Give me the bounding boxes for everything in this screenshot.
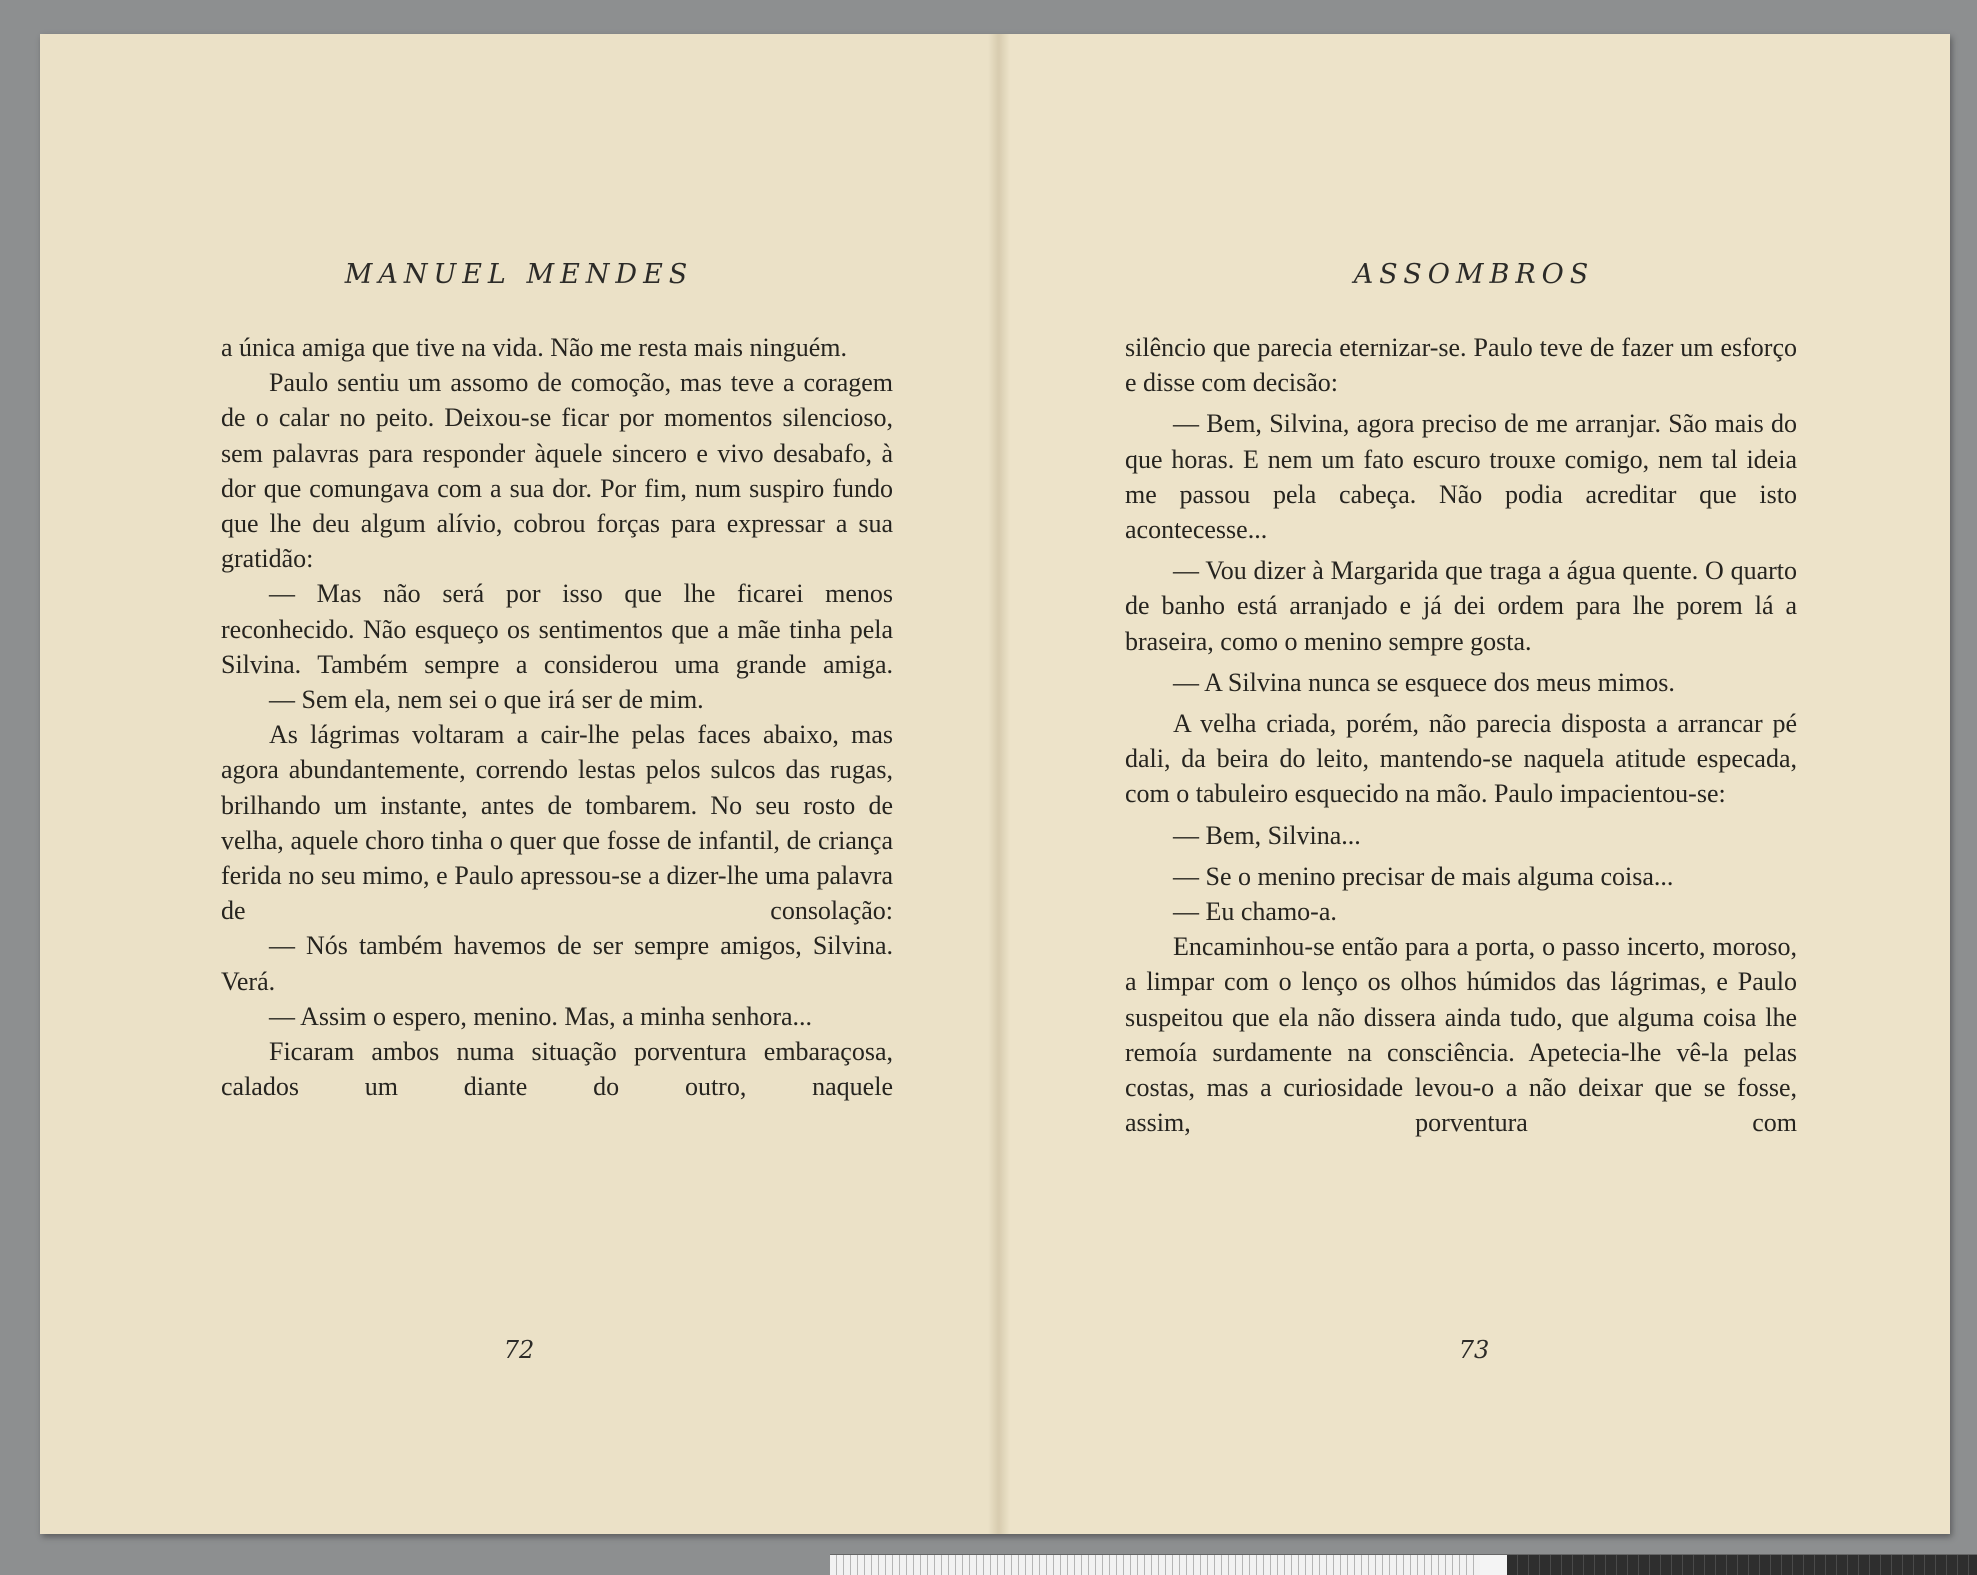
paragraph: Encaminhou-se então para a porta, o passo incerto, moroso, a limpar com o lenço os olhos húmidos das lágrimas, e Paulo suspeitou que ela não dissera ainda tudo, que alguma coisa lhe remoía surdamente na consciência. Apetecia-lhe vê-la pelas costas, mas a curiosidade levou-o a não deixar que se fosse, assim, porventura com — [1125, 932, 1797, 1138]
paragraph: — Assim o espero, menino. Mas, a minha senhora... — [269, 1001, 813, 1031]
paragraph: — Vou dizer à Margarida que traga a água quente. O quarto de banho está arranjado e já dei ordem para lhe porem lá a braseira, como o menino sempre gosta. — [1125, 556, 1797, 656]
paragraph: a única amiga que tive na vida. Não me resta mais ninguém. — [221, 333, 847, 362]
paragraph: — Nós também havemos de ser sempre amigos, Silvina. Verá. — [221, 931, 893, 996]
paragraph: As lágrimas voltaram a cair-lhe pelas faces abaixo, mas agora abundantemente, correndo lestas pelos sulcos das rugas, brilhando um instante, antes de tombarem. No seu rosto de velha, aquele choro tinha o quer que fosse de infantil, de criança ferida no seu mimo, e Paulo apressou-se a dizer-lhe uma palavra de consolação: — [221, 720, 893, 926]
running-head-title: ASSOMBROS — [1353, 259, 1595, 290]
page-number-left: 72 — [503, 1336, 535, 1364]
paragraph: — Bem, Silvina, agora preciso de me arranjar. São mais do que horas. E nem um fato escuro trouxe comigo, nem tal ideia me passou pela cabeça. Não podia acreditar que isto acontecesse... — [1125, 409, 1797, 545]
left-page-text — [221, 330, 893, 1104]
paragraph: — Se o menino precisar de mais alguma coisa... — [1173, 861, 1674, 891]
paragraph: silêncio que parecia eternizar-se. Paulo teve de fazer um esforço e disse com decisão: — [1125, 333, 1797, 398]
right-page-text — [1125, 330, 1797, 1140]
paragraph: — Eu chamo-a. — [1173, 897, 1337, 927]
paragraph: A velha criada, porém, não parecia disposta a arrancar pé dali, da beira do leito, mantendo-se naquela atitude especada, com o tabuleiro esquecido na mão. Paulo impacientou-se: — [1125, 709, 1797, 809]
paragraph: — Mas não será por isso que lhe ficarei menos reconhecido. Não esqueço os sentimentos que a mãe tinha pela Silvina. Também sempre a considerou uma grande amiga. — [221, 579, 893, 679]
running-head-author: MANUEL MENDES — [344, 259, 694, 290]
book-gutter — [988, 34, 1010, 1534]
paragraph: Ficaram ambos numa situação porventura embaraçosa, calados um diante do outro, naquele — [221, 1037, 893, 1102]
page-number-right: 73 — [1458, 1336, 1490, 1364]
color-calibration-scale — [830, 1554, 1977, 1575]
paragraph: — Sem ela, nem sei o que irá ser de mim. — [269, 685, 704, 715]
open-book — [40, 34, 1950, 1534]
paragraph: Paulo sentiu um assomo de comoção, mas teve a coragem de o calar no peito. Deixou-se ficar por momentos silencioso, sem palavras para responder àquele sincero e vivo desabafo, à dor que comungava com a sua dor. Por fim, num suspiro fundo que lhe deu algum alívio, cobrou forças para expressar a sua gratidão: — [221, 368, 893, 574]
paragraph: — Bem, Silvina... — [1173, 820, 1361, 850]
paragraph: — A Silvina nunca se esquece dos meus mimos. — [1173, 667, 1675, 697]
